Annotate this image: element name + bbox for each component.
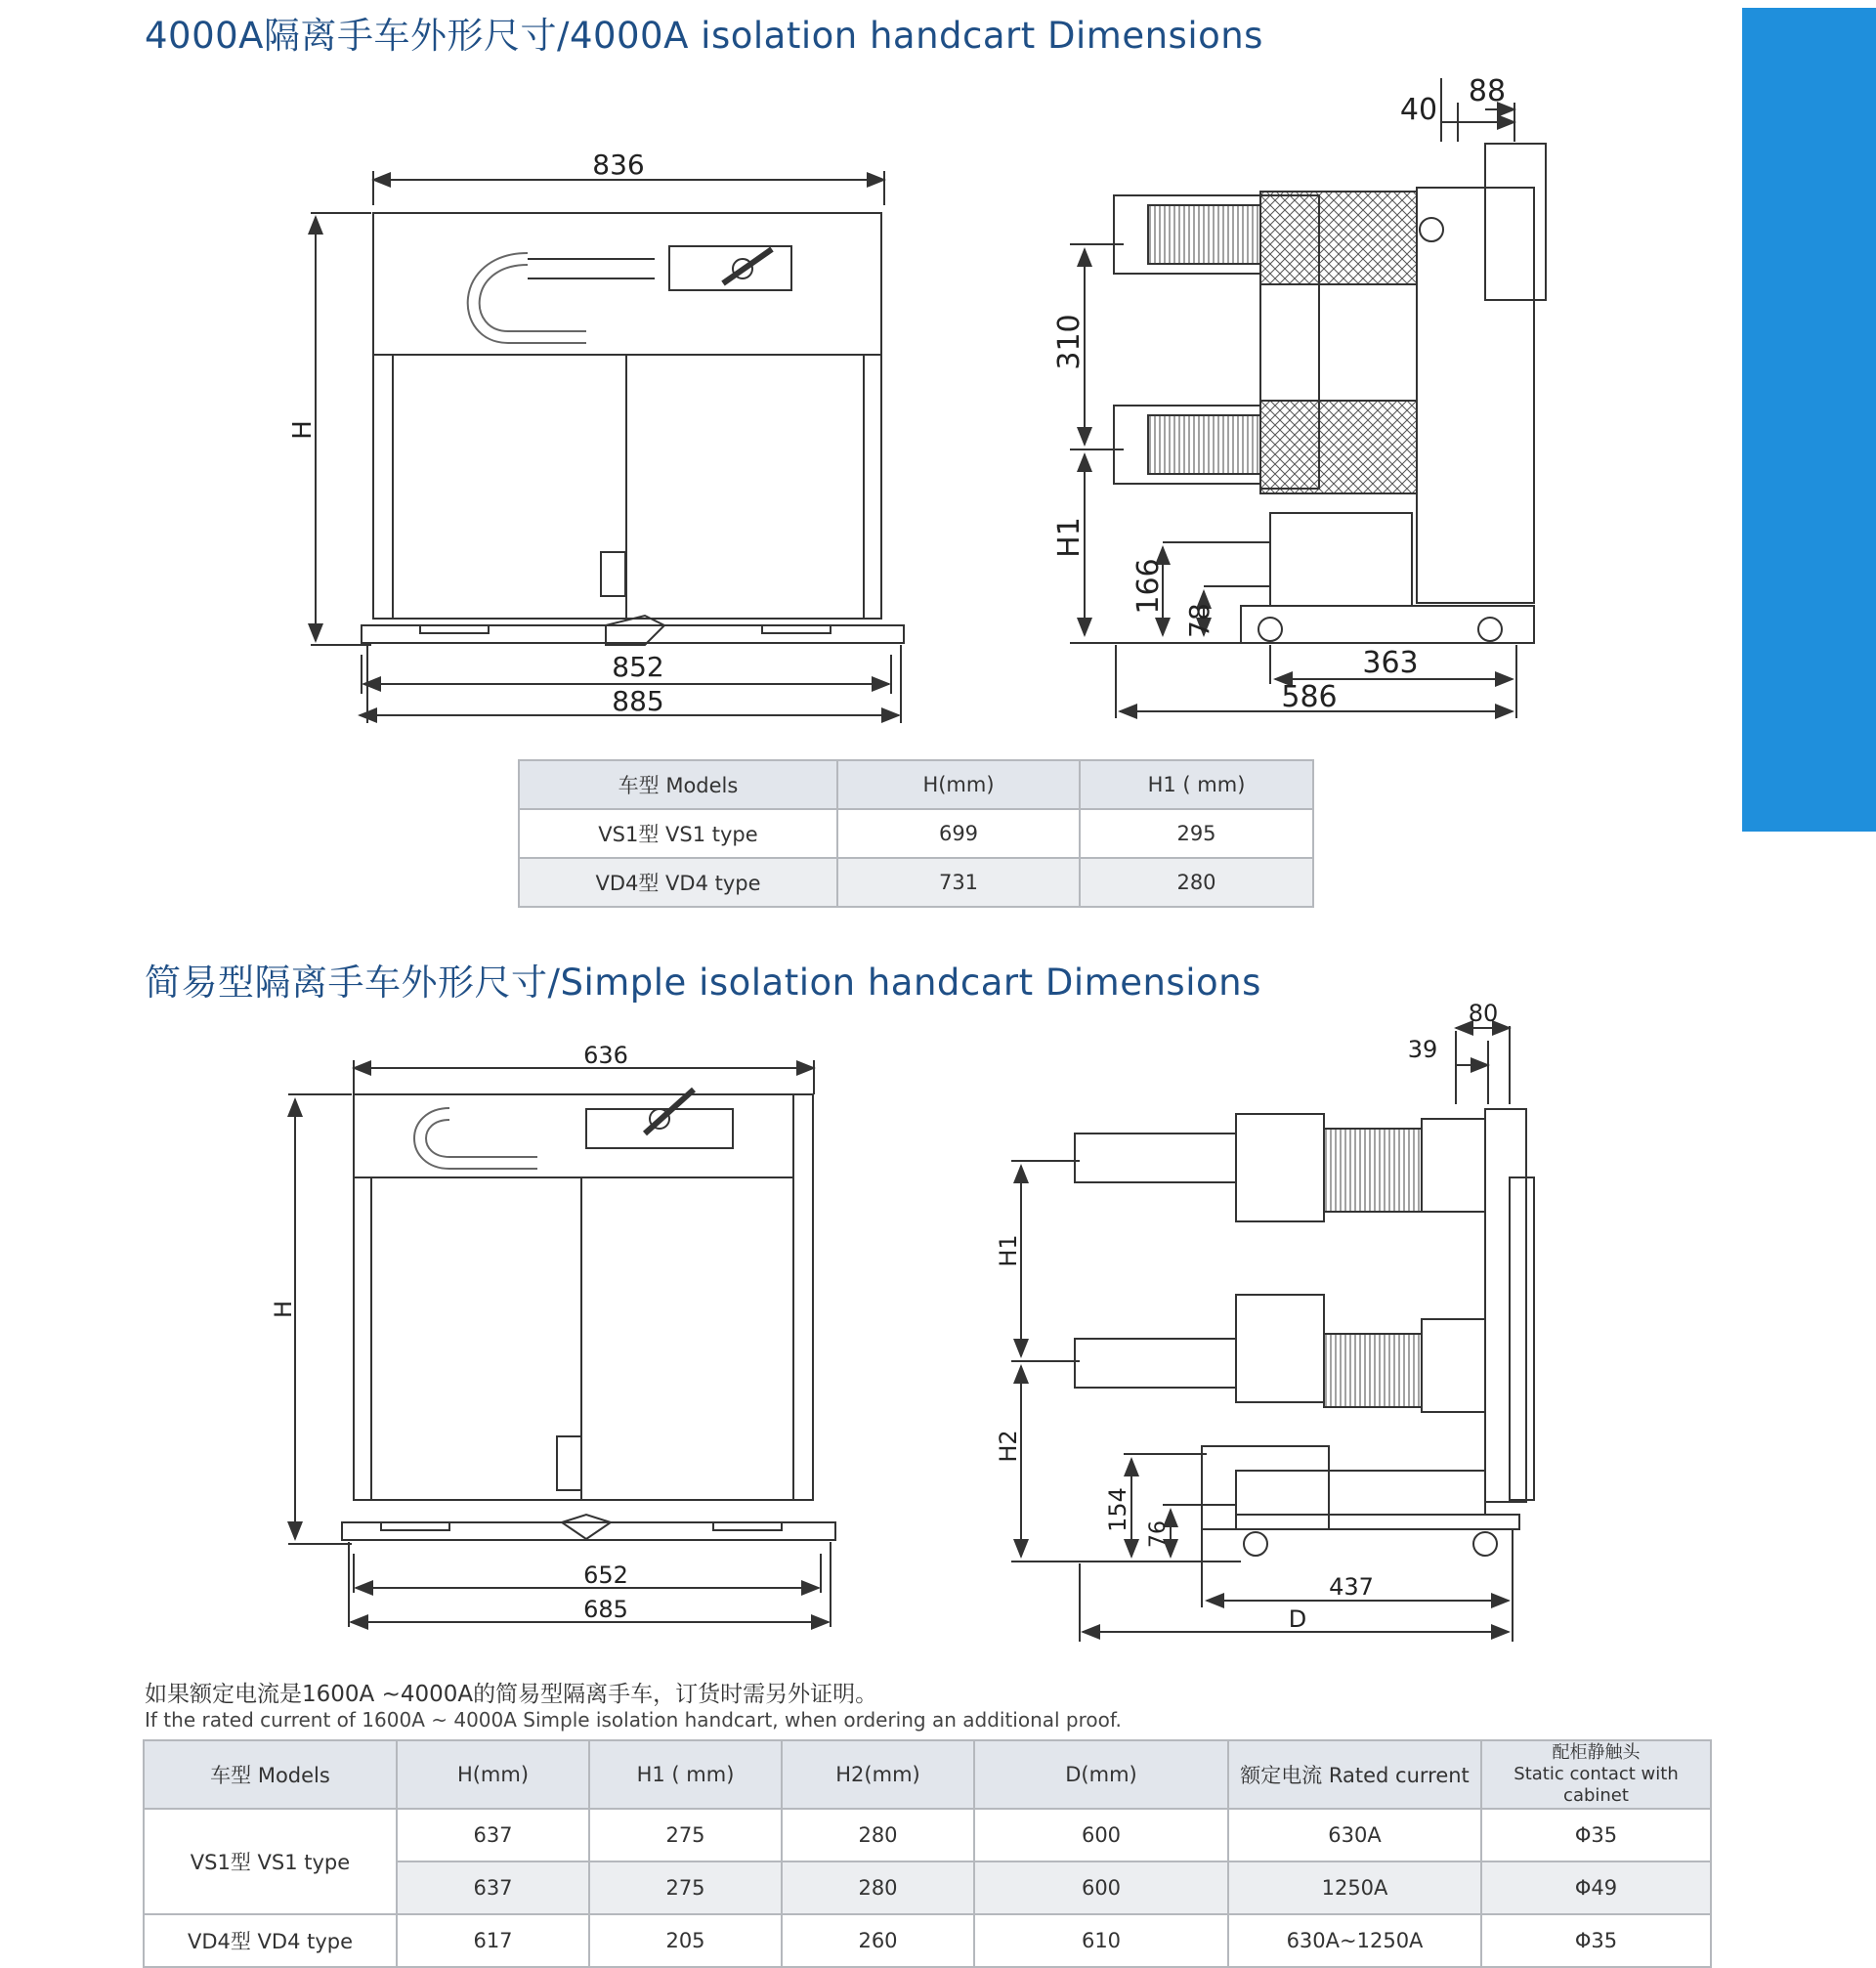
note-en: If the rated current of 1600A ~ 4000A Simple isolation handcart, when ordering an additional proof.: [145, 1708, 1122, 1732]
table2-cell: 280: [782, 1861, 974, 1914]
dim-437: 437: [1329, 1573, 1374, 1601]
dim-836: 836: [592, 149, 645, 181]
table2-cell: 205: [589, 1914, 782, 1967]
table2-model-vd4: VD4型 VD4 type: [144, 1914, 397, 1967]
dim-166: 166: [1131, 558, 1166, 615]
table-row: [519, 858, 1313, 907]
table1-cell: 295: [1080, 809, 1313, 858]
dim-h2-side-2: H2: [995, 1430, 1022, 1463]
note-cn: 如果额定电流是1600A ~4000A的简易型隔离手车，订货时需另外证明。: [145, 1682, 878, 1707]
table2-cell: 617: [397, 1914, 589, 1967]
table1-cell: 280: [1080, 858, 1313, 907]
table1-cell: 731: [837, 858, 1080, 907]
table1-header-models: 车型 Models: [519, 760, 837, 809]
spec-table-4000a: [518, 759, 1314, 908]
table2-cell: 1250A: [1228, 1861, 1481, 1914]
contact-header-cn: 配柜静触头: [1552, 1742, 1641, 1763]
table2-cell: Φ35: [1481, 1914, 1711, 1967]
table-row: [519, 809, 1313, 858]
table2-header-h: H(mm): [397, 1740, 589, 1809]
table-row: [144, 1914, 1711, 1967]
table2-cell: 275: [589, 1809, 782, 1861]
table2-cell: 637: [397, 1809, 589, 1861]
side-view-4000a: [1070, 78, 1546, 718]
table2-cell: 280: [782, 1809, 974, 1861]
dim-88: 88: [1468, 74, 1507, 108]
dim-154: 154: [1104, 1487, 1131, 1532]
dim-76: 76: [1146, 1520, 1171, 1548]
table2-cell: 600: [974, 1861, 1228, 1914]
table2-cell: 600: [974, 1809, 1228, 1861]
dim-652: 652: [583, 1562, 628, 1589]
section2-title: 简易型隔离手车外形尺寸/Simple isolation handcart Dimensions: [145, 962, 1261, 1004]
dim-685: 685: [583, 1596, 628, 1623]
table2-cell: 260: [782, 1914, 974, 1967]
dim-586: 586: [1281, 680, 1338, 714]
table1-cell: 699: [837, 809, 1080, 858]
dim-h-front-2: H: [270, 1300, 297, 1319]
dim-h1-side-2: H1: [995, 1234, 1022, 1267]
dim-363: 363: [1362, 646, 1419, 680]
table2-cell: 630A~1250A: [1228, 1914, 1481, 1967]
dim-78: 78: [1183, 603, 1215, 638]
dim-40: 40: [1399, 93, 1438, 127]
dim-852: 852: [612, 651, 664, 683]
table2-header-d: D(mm): [974, 1740, 1228, 1809]
table1-cell: VS1型 VS1 type: [519, 809, 837, 858]
dim-h1-side-1: H1: [1052, 517, 1087, 558]
front-view-4000a: [311, 171, 904, 723]
side-view-simple: [1011, 1026, 1534, 1642]
table1-cell: VD4型 VD4 type: [519, 858, 837, 907]
contact-header-en: Static contact with cabinet: [1514, 1764, 1679, 1806]
dim-80: 80: [1468, 1000, 1499, 1027]
table-row: [144, 1809, 1711, 1861]
table2-header-h2: H2(mm): [782, 1740, 974, 1809]
dim-d: D: [1288, 1605, 1307, 1633]
spec-table-simple: [143, 1739, 1712, 1968]
table1-header-h: H(mm): [837, 760, 1080, 809]
table2-cell: 610: [974, 1914, 1228, 1967]
table2-cell: 275: [589, 1861, 782, 1914]
front-view-simple: [288, 1060, 835, 1627]
table2-model-vs1: VS1型 VS1 type: [144, 1809, 397, 1914]
section1-title: 4000A隔离手车外形尺寸/4000A isolation handcart Dimensions: [145, 15, 1263, 57]
table1-header-h1: H1 ( mm): [1080, 760, 1313, 809]
table2-header-models: 车型 Models: [144, 1740, 397, 1809]
dim-885: 885: [612, 685, 664, 717]
dim-310: 310: [1052, 314, 1087, 370]
table2-header-contact: [1481, 1740, 1711, 1809]
table2-cell: Φ49: [1481, 1861, 1711, 1914]
table2-cell: Φ35: [1481, 1809, 1711, 1861]
table2-header-h1: H1 ( mm): [589, 1740, 782, 1809]
table2-cell: 630A: [1228, 1809, 1481, 1861]
dim-636: 636: [583, 1042, 628, 1069]
dim-h-front-1: H: [288, 420, 318, 440]
table2-header-current: 额定电流 Rated current: [1228, 1740, 1481, 1809]
dim-39: 39: [1407, 1036, 1438, 1063]
table2-cell: 637: [397, 1861, 589, 1914]
